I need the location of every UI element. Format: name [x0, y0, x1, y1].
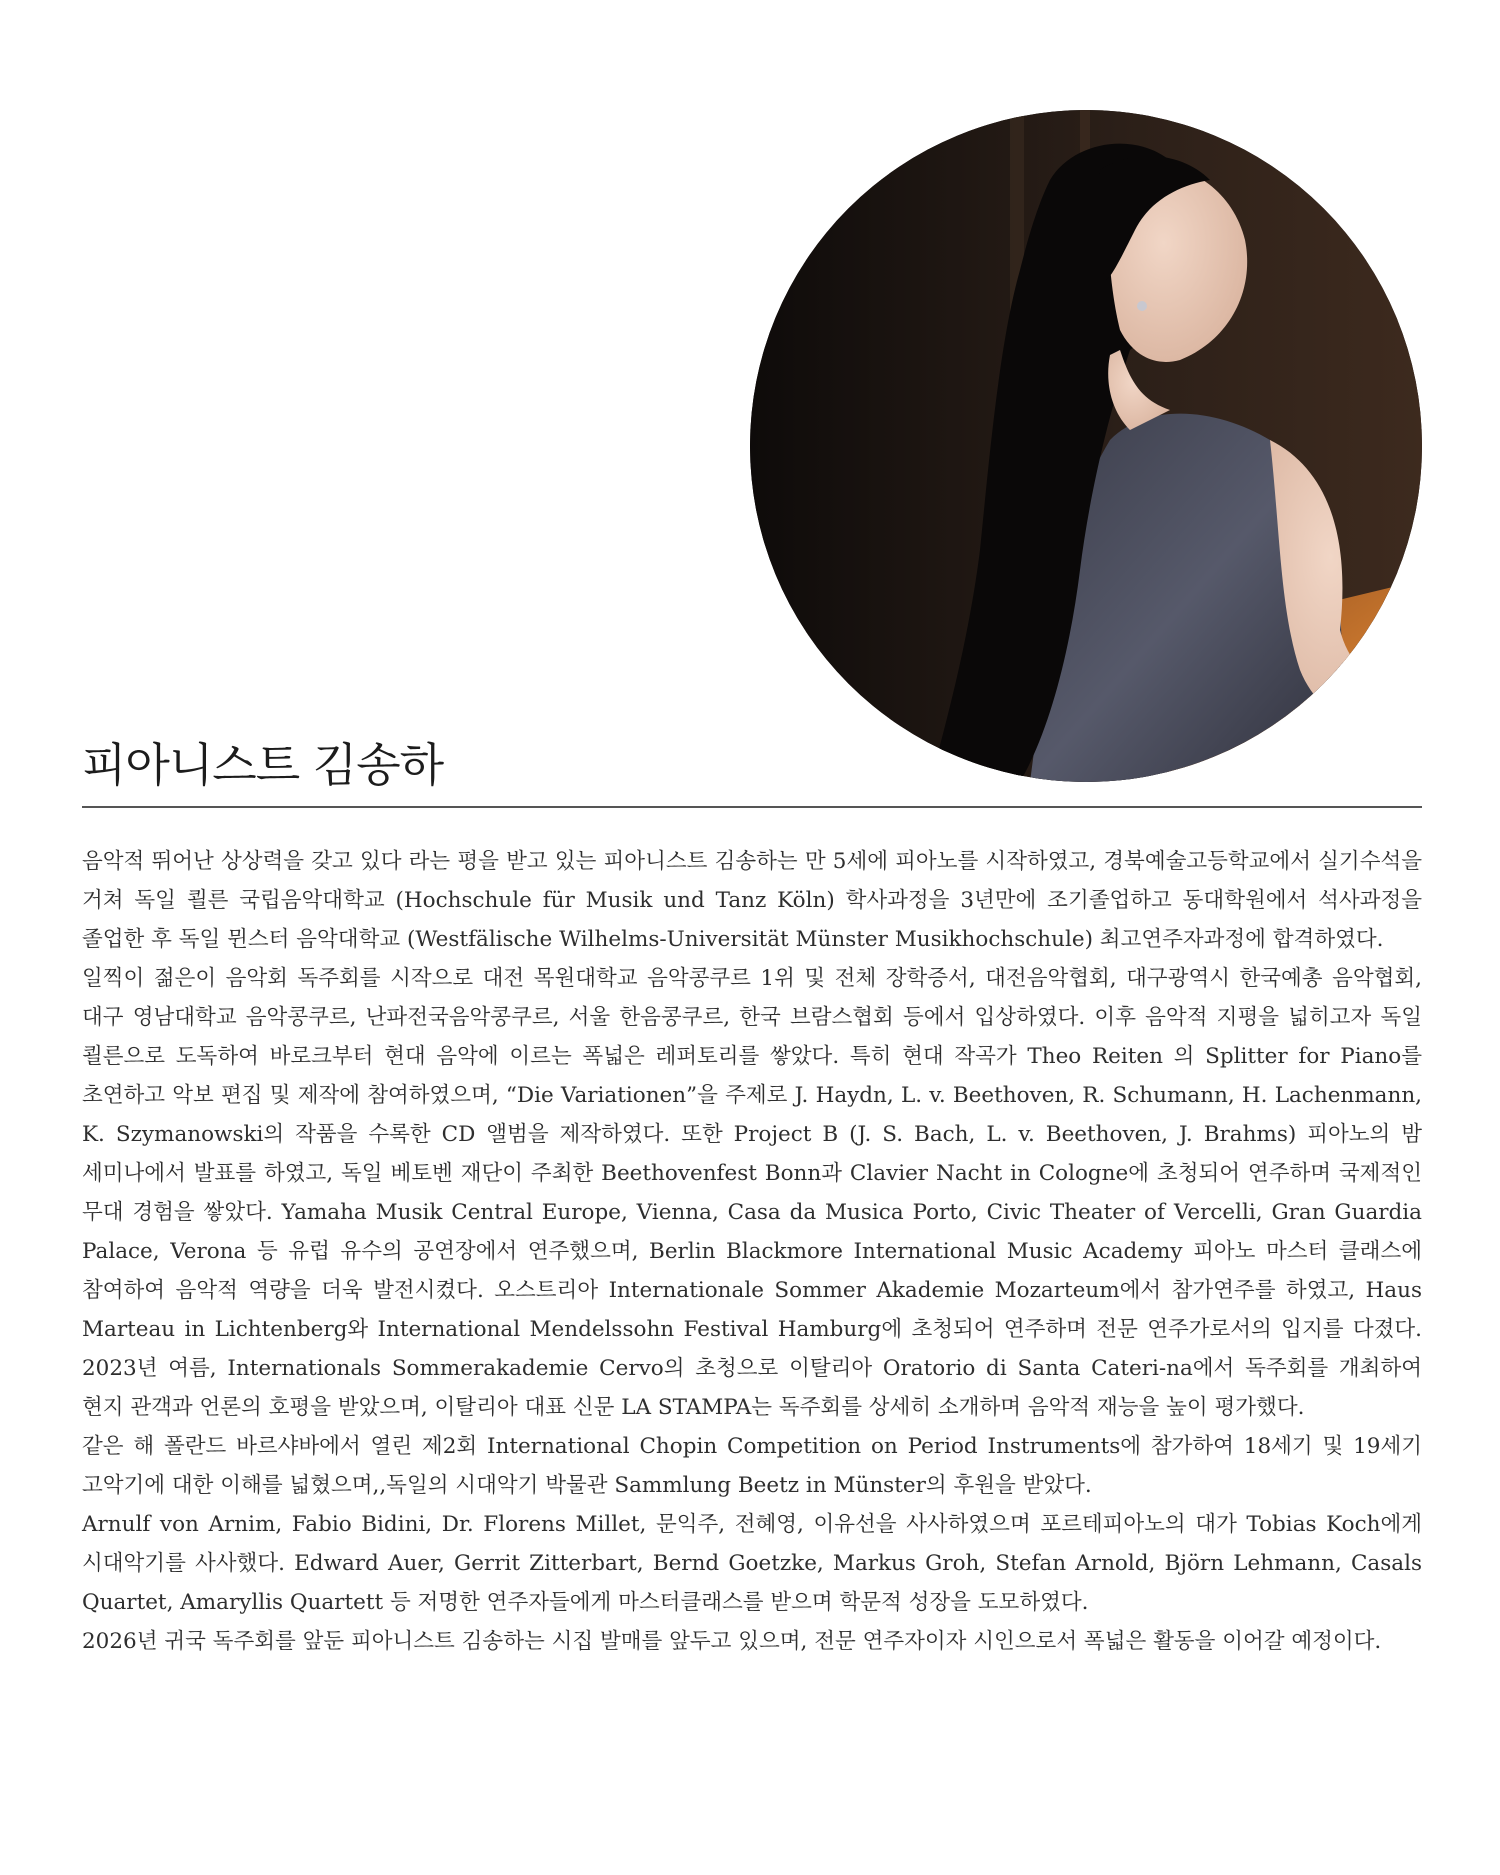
bio-paragraph: 음악적 뛰어난 상상력을 갖고 있다 라는 평을 받고 있는 피아니스트 김송하는 만 5세에 피아노를 시작하였고, 경북예술고등학교에서 실기수석을 거쳐 독일 쾰른 국립음악대학교 (Hochschule für Musik und Tanz Köln) 학사과정을 3년만에 조기졸업하고 동대학원에서 석사과정을 졸업한 후 독일 뮌스터 음악대학교 (Westfälische Wilhelms-Universität Münster Musikhochschule) 최고연주자과정에 합격하였다.	[82, 849, 1422, 952]
bio-paragraph: 일찍이 젊은이 음악회 독주회를 시작으로 대전 목원대학교 음악콩쿠르 1위 및 전체 장학증서, 대전음악협회, 대구광역시 한국예총 음악협회, 대구 영남대학교 음악콩쿠르, 난파전국음악콩쿠르, 서울 한음콩쿠르, 한국 브람스협회 등에서 입상하였다. 이후 음악적 지평을 넓히고자 독일 쾰른으로 도독하여 바로크부터 현대 음악에 이르는 폭넓은 레퍼토리를 쌓았다. 특히 현대 작곡가 Theo Reiten 의 Splitter for Piano를 초연하고 악보 편집 및 제작에 참여하였으며, “Die Variationen”을 주제로 J. Haydn, L. v. Beethoven, R. Schumann, H. Lachenmann, K. Szymanowski의 작품을 수록한 CD 앨범을 제작하였다. 또한 Project B (J. S. Bach, L. v. Beethoven, J. Brahms) 피아노의 밤 세미나에서 발표를 하였고, 독일 베토벤 재단이 주최한 Beethovenfest Bonn과 Clavier Nacht in Cologne에 초청되어 연주하며 국제적인 무대 경험을 쌓았다. Yamaha Musik Central Europe, Vienna, Casa da Musica Porto, Civic Theater of Vercelli, Gran Guardia Palace, Verona 등 유럽 유수의 공연장에서 연주했으며, Berlin Blackmore International Music Academy 피아노 마스터 클래스에 참여하여 음악적 역량을 더욱 발전시켰다. 오스트리아 Internationale Sommer Akademie Mozarteum에서 참가연주를 하였고, Haus Marteau in Lichtenberg와 International Mendelssohn Festival Hamburg에 초청되어 연주하며 전문 연주가로서의 입지를 다졌다. 2023년 여름, Internationals Sommerakademie Cervo의 초청으로 이탈리아 Oratorio di Santa Cateri-na에서 독주회를 개최하여 현지 관객과 언론의 호평을 받았으며, 이탈리아 대표 신문 LA STAMPA는 독주회를 상세히 소개하며 음악적 재능을 높이 평가했다.	[82, 966, 1422, 1420]
bio-paragraph: 같은 해 폴란드 바르샤바에서 열린 제2회 International Chopin Competition on Period Instruments에 참가하여 18세기 및 19세기 고악기에 대한 이해를 넓혔으며,,독일의 시대악기 박물관 Sammlung Beetz in Münster의 후원을 받았다.	[82, 1434, 1422, 1498]
pianist-portrait	[750, 110, 1422, 782]
biography	[82, 842, 1422, 1661]
title-divider	[82, 806, 1422, 808]
pianist-portrait-illustration	[750, 110, 1422, 782]
page-title: 피아니스트 김송하	[82, 738, 444, 792]
bio-paragraph: 2026년 귀국 독주회를 앞둔 피아니스트 김송하는 시집 발매를 앞두고 있으며, 전문 연주자이자 시인으로서 폭넓은 활동을 이어갈 예정이다.	[82, 1629, 1382, 1654]
bio-paragraph: Arnulf von Arnim, Fabio Bidini, Dr. Florens Millet, 문익주, 전혜영, 이유선을 사사하였으며 포르테피아노의 대가 Tobias Koch에게 시대악기를 사사했다. Edward Auer, Gerrit Zitterbart, Bernd Goetzke, Markus Groh, Stefan Arnold, Björn Lehmann, Casals Quartet, Amaryllis Quartett 등 저명한 연주자들에게 마스터클래스를 받으며 학문적 성장을 도모하였다.	[82, 1512, 1422, 1615]
